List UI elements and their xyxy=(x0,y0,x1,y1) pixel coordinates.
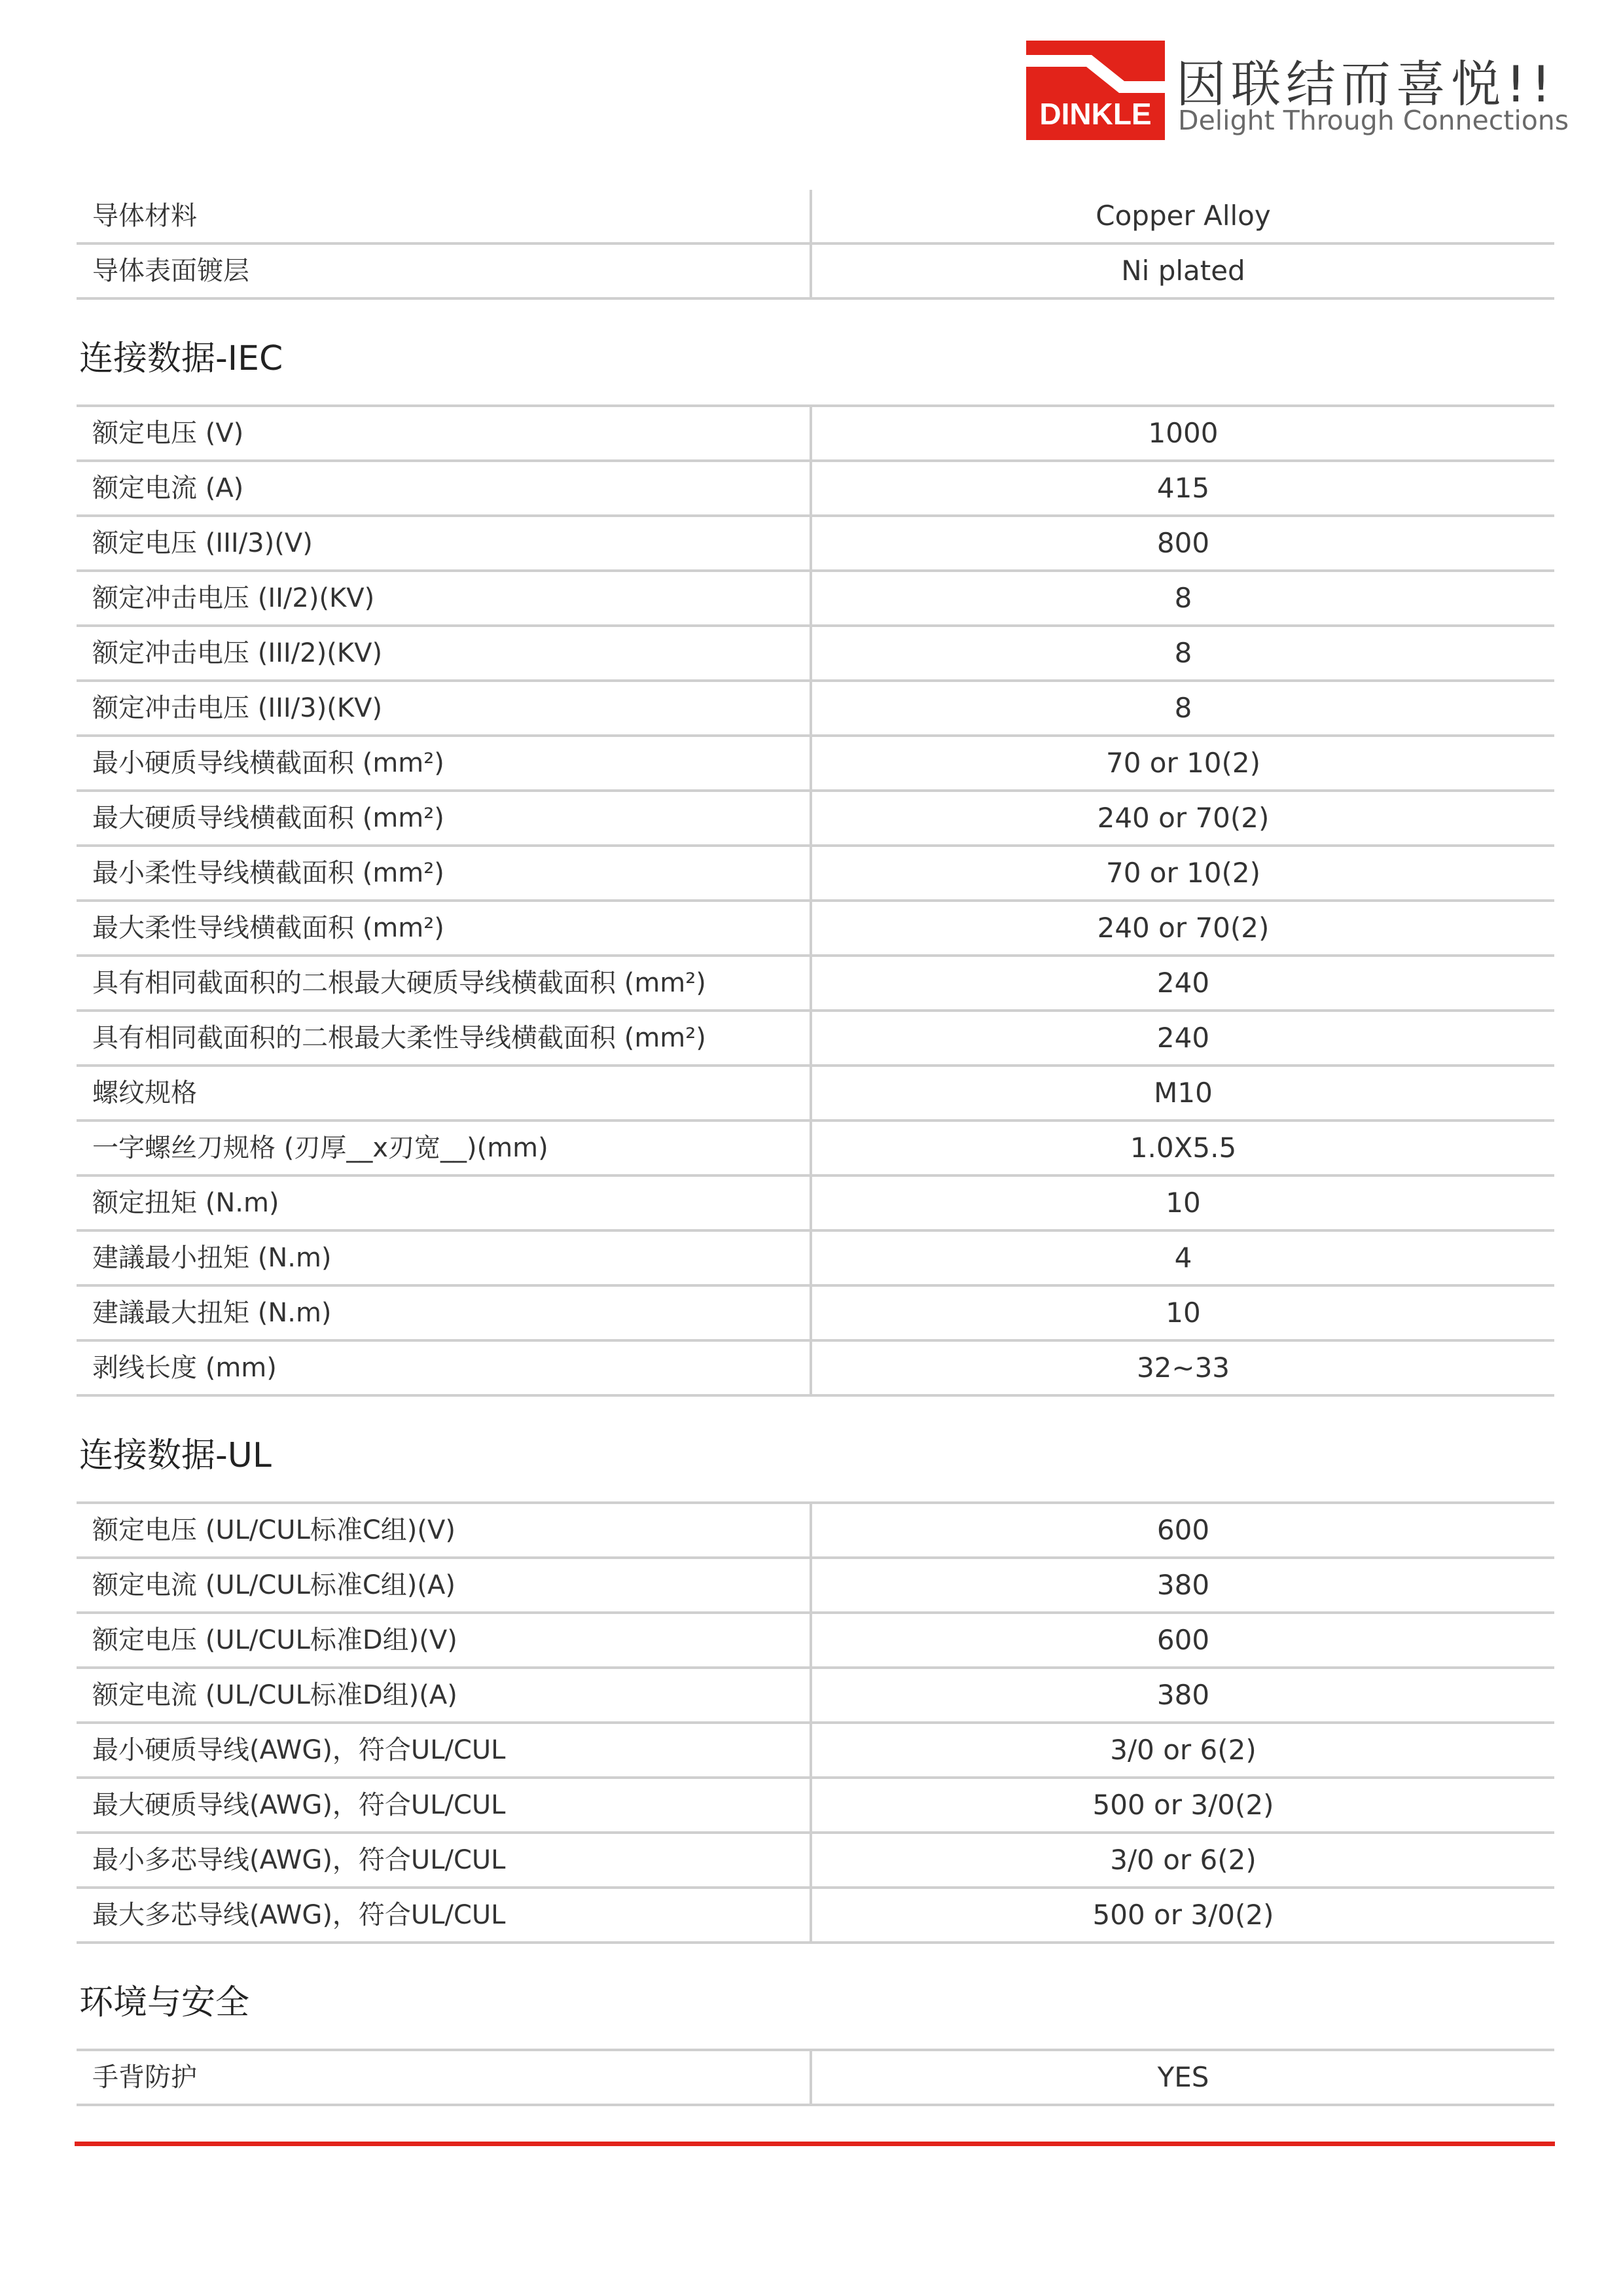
table-row xyxy=(77,1504,1554,1559)
spec-value: 600 xyxy=(1156,1514,1210,1546)
spec-value: 3/0 or 6(2) xyxy=(1110,1844,1257,1876)
spec-label: 额定冲击电压 (II/2)(KV) xyxy=(77,572,812,624)
spec-sheet xyxy=(77,190,1554,2106)
spec-value: 32~33 xyxy=(1136,1352,1230,1384)
spec-label: 额定冲击电压 (III/2)(KV) xyxy=(77,627,812,679)
spec-value: YES xyxy=(1157,2061,1209,2093)
table-row xyxy=(77,627,1554,682)
table-row xyxy=(77,1889,1554,1944)
spec-label: 导体表面镀层 xyxy=(77,245,812,297)
table-row xyxy=(77,245,1554,300)
spec-label: 最小硬质导线横截面积 (mm²) xyxy=(77,737,812,789)
spec-value: 600 xyxy=(1156,1624,1210,1656)
ul-table xyxy=(77,1501,1554,1944)
table-row xyxy=(77,1012,1554,1067)
spec-value: 1000 xyxy=(1148,417,1219,449)
spec-value: 10 xyxy=(1166,1187,1201,1219)
table-row xyxy=(77,462,1554,517)
spec-value: 8 xyxy=(1174,582,1192,614)
table-row xyxy=(77,847,1554,902)
spec-value: 240 xyxy=(1156,967,1210,999)
spec-label: 具有相同截面积的二根最大柔性导线横截面积 (mm²) xyxy=(77,1012,812,1064)
table-row xyxy=(77,737,1554,792)
table-row xyxy=(77,2051,1554,2106)
spec-label: 最大柔性导线横截面积 (mm²) xyxy=(77,902,812,954)
table-row xyxy=(77,682,1554,737)
spec-label: 最小多芯导线(AWG)，符合UL/CUL xyxy=(77,1834,812,1886)
spec-value: 8 xyxy=(1174,692,1192,724)
iec-table xyxy=(77,404,1554,1397)
table-row xyxy=(77,1779,1554,1834)
table-row xyxy=(77,1177,1554,1232)
spec-label: 额定电流 (A) xyxy=(77,462,812,514)
table-row xyxy=(77,957,1554,1012)
table-row xyxy=(77,1834,1554,1889)
brand-mark-text: DINKLE xyxy=(1039,97,1152,131)
table-row xyxy=(77,1122,1554,1177)
table-row xyxy=(77,1287,1554,1342)
brand-logo xyxy=(1026,41,1569,145)
spec-value: 800 xyxy=(1156,527,1210,559)
brand-slogan: 因联结而喜悦!! xyxy=(1176,55,1556,113)
spec-value: 240 or 70(2) xyxy=(1097,802,1270,834)
spec-value: 3/0 or 6(2) xyxy=(1110,1734,1257,1766)
spec-value: 10 xyxy=(1166,1297,1201,1329)
spec-label: 最大多芯导线(AWG)，符合UL/CUL xyxy=(77,1889,812,1941)
table-row xyxy=(77,407,1554,462)
section-title-iec: 连接数据-IEC xyxy=(79,339,283,378)
spec-label: 额定电压 (III/3)(V) xyxy=(77,517,812,569)
spec-label: 额定电压 (UL/CUL标准D组)(V) xyxy=(77,1614,812,1666)
table-row xyxy=(77,517,1554,572)
spec-label: 最大硬质导线(AWG)，符合UL/CUL xyxy=(77,1779,812,1831)
spec-label: 一字螺丝刀规格 (刃厚__x刃宽__)(mm) xyxy=(77,1122,812,1174)
env-table xyxy=(77,2049,1554,2106)
spec-label: 手背防护 xyxy=(77,2051,812,2104)
table-row xyxy=(77,572,1554,627)
table-row xyxy=(77,1724,1554,1779)
spec-label: 额定扭矩 (N.m) xyxy=(77,1177,812,1229)
table-row xyxy=(77,902,1554,957)
spec-value: M10 xyxy=(1154,1077,1213,1109)
footer-divider xyxy=(75,2142,1555,2146)
spec-label: 具有相同截面积的二根最大硬质导线横截面积 (mm²) xyxy=(77,957,812,1009)
spec-value: 380 xyxy=(1156,1679,1210,1711)
spec-value: 240 or 70(2) xyxy=(1097,912,1270,944)
table-row xyxy=(77,1669,1554,1724)
spec-label: 建議最大扭矩 (N.m) xyxy=(77,1287,812,1339)
spec-value: 70 or 10(2) xyxy=(1105,747,1261,779)
material-table xyxy=(77,190,1554,300)
spec-label: 最大硬质导线横截面积 (mm²) xyxy=(77,792,812,844)
spec-label: 额定冲击电压 (III/3)(KV) xyxy=(77,682,812,734)
spec-label: 额定电压 (UL/CUL标准C组)(V) xyxy=(77,1504,812,1556)
spec-label: 额定电流 (UL/CUL标准C组)(A) xyxy=(77,1559,812,1611)
spec-label: 额定电压 (V) xyxy=(77,407,812,459)
brand-tagline: Delight Through Connections xyxy=(1178,105,1569,136)
section-title-ul: 连接数据-UL xyxy=(79,1436,272,1475)
spec-value: 380 xyxy=(1156,1569,1210,1601)
table-row xyxy=(77,190,1554,245)
dinkle-logo-mark xyxy=(1026,41,1165,140)
spec-label: 建議最小扭矩 (N.m) xyxy=(77,1232,812,1284)
table-row xyxy=(77,1559,1554,1614)
table-row xyxy=(77,1067,1554,1122)
spec-value: 500 or 3/0(2) xyxy=(1092,1899,1274,1931)
spec-value: Ni plated xyxy=(1121,255,1245,287)
section-title-env: 环境与安全 xyxy=(79,1983,250,2022)
spec-value: 240 xyxy=(1156,1022,1210,1054)
spec-value: 1.0X5.5 xyxy=(1130,1132,1237,1164)
spec-label: 剥线长度 (mm) xyxy=(77,1342,812,1394)
spec-value: 8 xyxy=(1174,637,1192,669)
spec-value: 415 xyxy=(1156,472,1210,504)
spec-value: 70 or 10(2) xyxy=(1105,857,1261,889)
spec-value: 4 xyxy=(1174,1242,1192,1274)
spec-value: 500 or 3/0(2) xyxy=(1092,1789,1274,1821)
table-row xyxy=(77,1342,1554,1397)
table-row xyxy=(77,792,1554,847)
table-row xyxy=(77,1232,1554,1287)
spec-label: 螺纹规格 xyxy=(77,1067,812,1119)
spec-label: 额定电流 (UL/CUL标准D组)(A) xyxy=(77,1669,812,1721)
table-row xyxy=(77,1614,1554,1669)
spec-value: Copper Alloy xyxy=(1096,200,1271,232)
spec-label: 最小柔性导线横截面积 (mm²) xyxy=(77,847,812,899)
spec-label: 导体材料 xyxy=(77,190,812,242)
spec-label: 最小硬质导线(AWG)，符合UL/CUL xyxy=(77,1724,812,1776)
